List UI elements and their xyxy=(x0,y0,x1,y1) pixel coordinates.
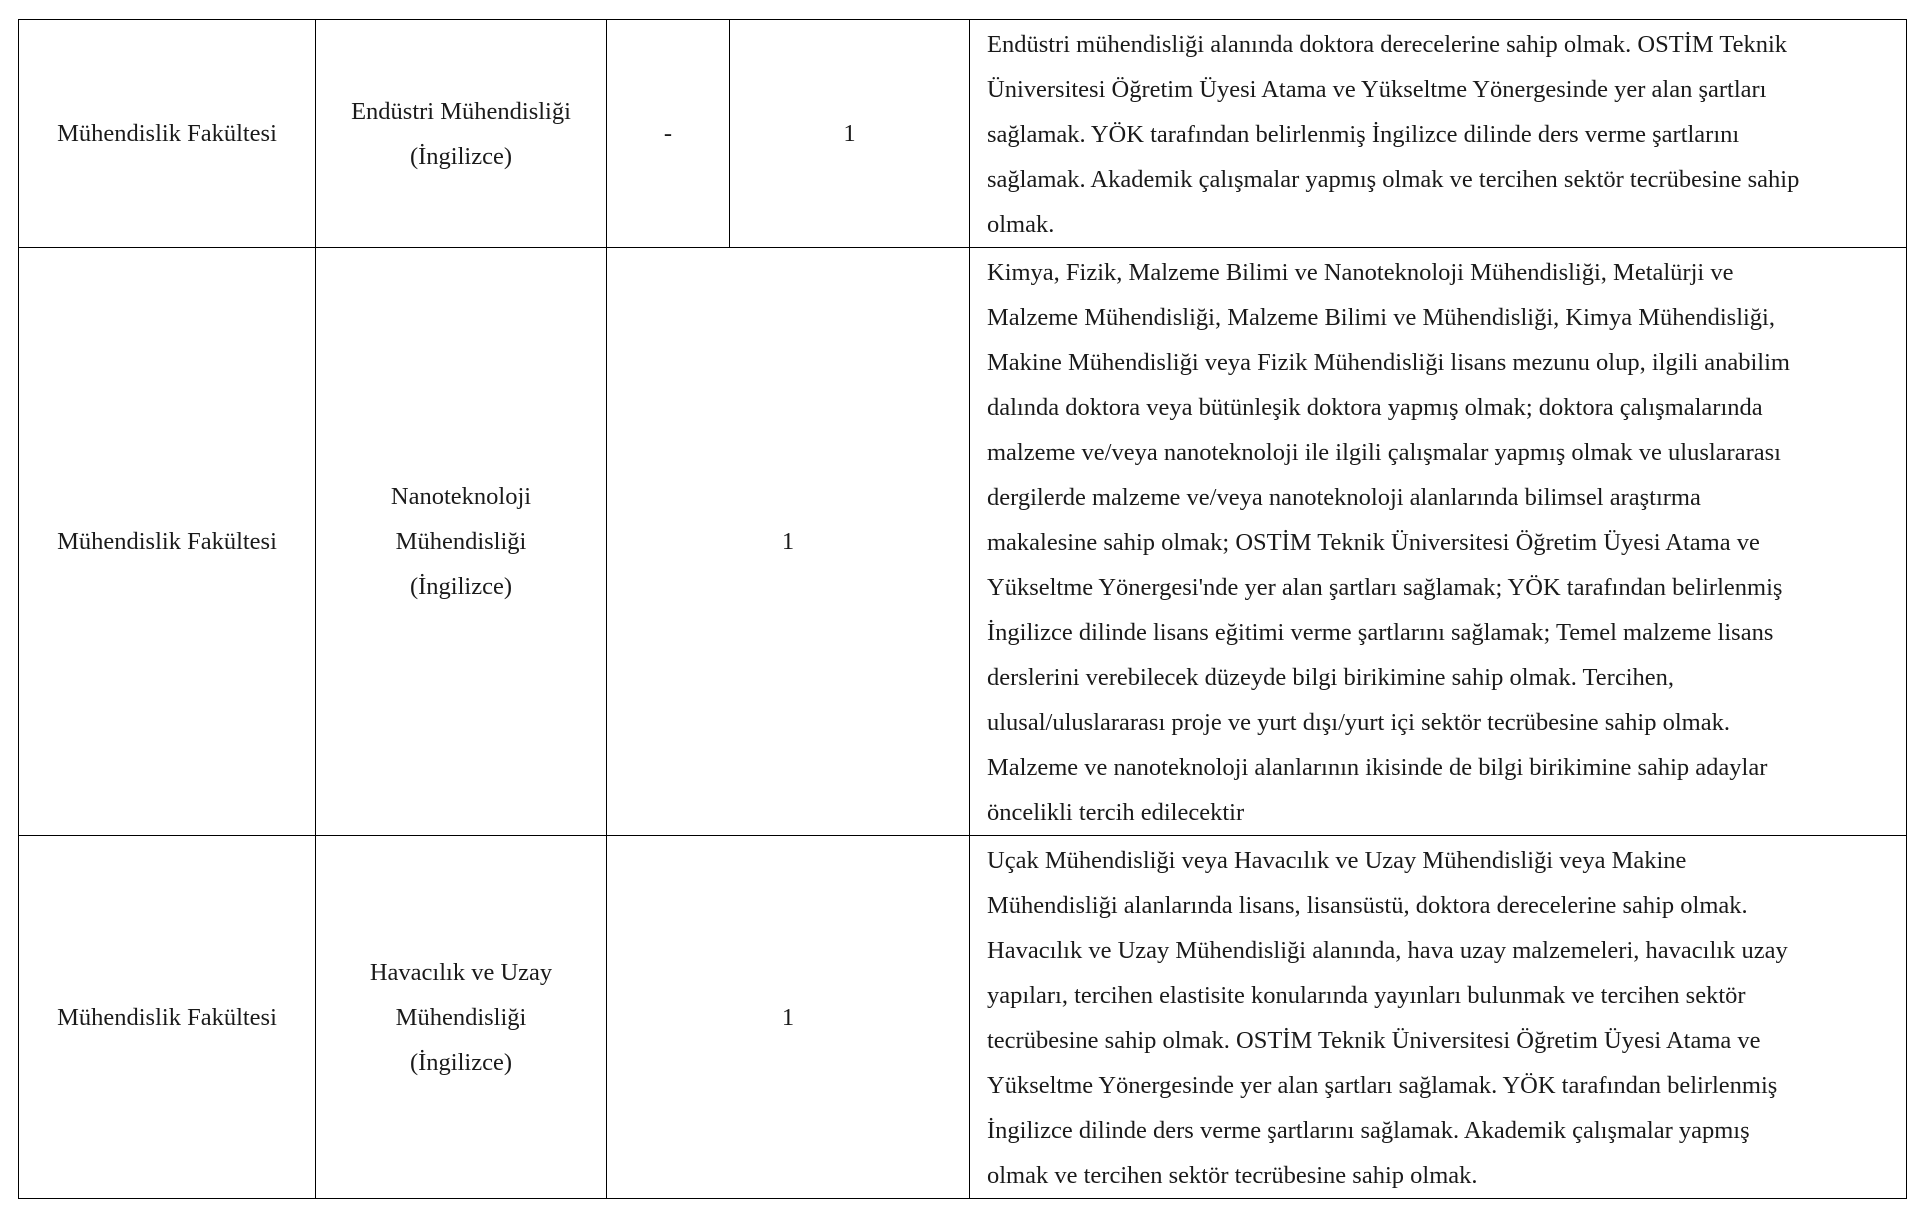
requirement-line: olmak ve tercihen sektör tecrübesine sahip olmak. xyxy=(987,1162,1478,1189)
requirement-line: Endüstri mühendisliği alanında doktora derecelerine sahip olmak. OSTİM Teknik xyxy=(987,31,1788,58)
faculty-cell: Mühendislik Fakültesi xyxy=(19,248,316,836)
column-b-cell: 1 xyxy=(730,20,970,248)
requirement-line: Üniversitesi Öğretim Üyesi Atama ve Yükseltme Yönergesinde yer alan şartları xyxy=(987,76,1767,103)
department-line: Mühendisliği xyxy=(395,1003,527,1031)
department-cell xyxy=(316,248,607,836)
requirement-line: Mühendisliği alanlarında lisans, lisansüstü, doktora derecelerine sahip olmak. xyxy=(987,892,1748,919)
requirements-cell xyxy=(970,836,1907,1199)
department-line: Mühendisliği xyxy=(395,528,527,555)
requirement-line: İngilizce dilinde ders verme şartlarını sağlamak. Akademik çalışmalar yapmış xyxy=(987,1117,1750,1144)
faculty-cell: Mühendislik Fakültesi xyxy=(19,836,316,1199)
requirement-line: malzeme ve/veya nanoteknoloji ile ilgili çalışmalar yapmış olmak ve uluslararası xyxy=(987,439,1781,466)
requirement-line: Havacılık ve Uzay Mühendisliği alanında, hava uzay malzemeleri, havacılık uzay xyxy=(987,937,1788,964)
requirement-line: öncelikli tercih edilecektir xyxy=(987,799,1245,826)
requirement-line: derslerini verebilecek düzeyde bilgi birikimine sahip olmak. Tercihen, xyxy=(987,664,1675,691)
position-table xyxy=(18,19,1907,1199)
requirement-line: yapıları, tercihen elastisite konularında yayınları bulunmak ve tercihen sektör xyxy=(987,982,1746,1009)
requirement-line: Uçak Mühendisliği veya Havacılık ve Uzay Mühendisliği veya Makine xyxy=(987,847,1687,874)
table-row xyxy=(19,20,1907,248)
department-line: (İngilizce) xyxy=(409,1048,513,1076)
department-line: (İngilizce) xyxy=(409,142,513,170)
requirement-line: dalında doktora veya bütünleşik doktora yapmış olmak; doktora çalışmalarında xyxy=(987,394,1763,421)
requirement-line: ulusal/uluslararası proje ve yurt dışı/yurt içi sektör tecrübesine sahip olmak. xyxy=(987,709,1730,736)
faculty-cell: Mühendislik Fakültesi xyxy=(19,20,316,248)
table-row xyxy=(19,836,1907,1199)
department-cell xyxy=(316,20,607,248)
department-line: Endüstri Mühendisliği xyxy=(351,97,571,125)
requirement-line: Malzeme ve nanoteknoloji alanlarının ikisinde de bilgi birikimine sahip adaylar xyxy=(987,754,1768,781)
department-line: (İngilizce) xyxy=(409,573,513,600)
department-line: Nanoteknoloji xyxy=(390,483,532,510)
requirement-line: Kimya, Fizik, Malzeme Bilimi ve Nanoteknoloji Mühendisliği, Metalürji ve xyxy=(987,259,1734,286)
department-cell xyxy=(316,836,607,1199)
requirement-line: olmak. xyxy=(987,211,1055,238)
requirement-line: makalesine sahip olmak; OSTİM Teknik Üniversitesi Öğretim Üyesi Atama ve xyxy=(987,529,1760,556)
requirement-line: sağlamak. YÖK tarafından belirlenmiş İngilizce dilinde ders verme şartlarını xyxy=(987,121,1740,148)
requirement-line: dergilerde malzeme ve/veya nanoteknoloji alanlarında bilimsel araştırma xyxy=(987,484,1701,511)
requirement-line: Yükseltme Yönergesinde yer alan şartları sağlamak. YÖK tarafından belirlenmiş xyxy=(987,1072,1778,1099)
requirement-line: sağlamak. Akademik çalışmalar yapmış olmak ve tercihen sektör tecrübesine sahip xyxy=(987,166,1800,193)
requirement-line: tecrübesine sahip olmak. OSTİM Teknik Üniversitesi Öğretim Üyesi Atama ve xyxy=(987,1027,1761,1054)
count-cell: 1 xyxy=(607,836,970,1199)
requirement-line: Malzeme Mühendisliği, Malzeme Bilimi ve Mühendisliği, Kimya Mühendisliği, xyxy=(987,304,1775,331)
column-a-cell: - xyxy=(607,20,730,248)
requirements-cell xyxy=(970,20,1907,248)
table-row xyxy=(19,248,1907,836)
requirement-line: İngilizce dilinde lisans eğitimi verme şartlarını sağlamak; Temel malzeme lisans xyxy=(987,619,1774,646)
requirement-line: Yükseltme Yönergesi'nde yer alan şartları sağlamak; YÖK tarafından belirlenmiş xyxy=(987,574,1783,601)
requirements-cell xyxy=(970,248,1907,836)
count-cell: 1 xyxy=(607,248,970,836)
department-line: Havacılık ve Uzay xyxy=(369,958,553,986)
requirement-line: Makine Mühendisliği veya Fizik Mühendisliği lisans mezunu olup, ilgili anabilim xyxy=(987,349,1790,376)
